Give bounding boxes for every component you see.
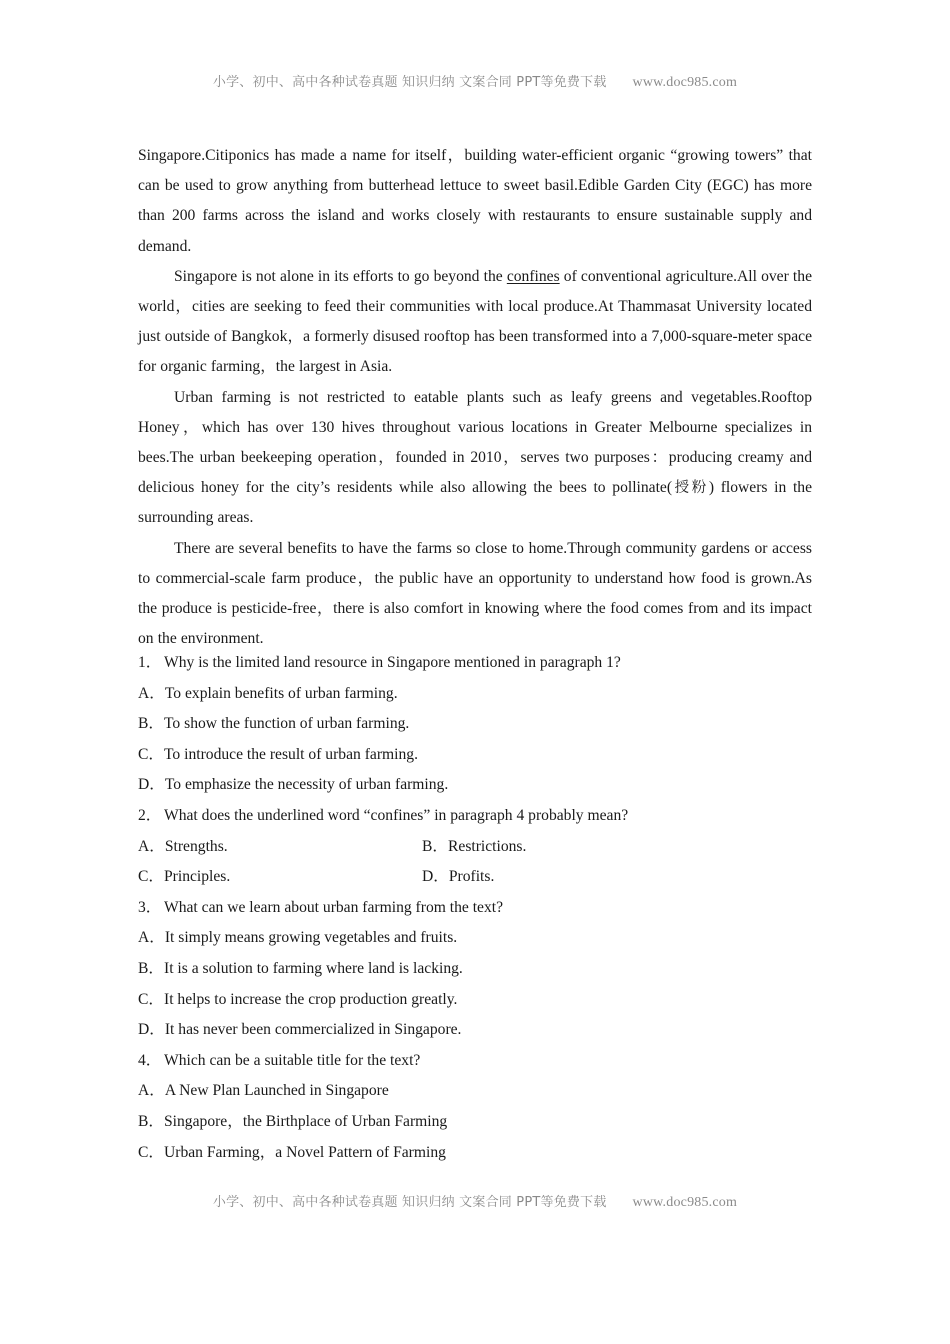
option-d-wrapper[interactable] [138,1015,461,1046]
option-d-text: To emphasize the necessity of urban farming. [164,776,449,794]
option-b-text: It is a solution to farming where land is lacking. [164,959,463,977]
passage-paragraph-2 [138,262,812,383]
option-b-text: To show the function of urban farming. [164,715,410,733]
option-c-label: C． [138,868,164,886]
question-4-option-a[interactable] [138,1076,818,1107]
underlined-word-confines: confines [506,267,560,285]
question-3-option-b[interactable] [138,954,818,985]
option-a-text: To explain benefits of urban farming. [164,684,398,702]
option-c-text: Principles. [164,868,231,886]
option-a-label: A． [138,929,165,947]
option-b-wrapper[interactable] [138,1107,447,1138]
option-d-label: D． [138,1021,165,1039]
option-a-text: Strengths. [164,837,228,855]
passage-paragraph-3 [138,383,812,534]
option-a-wrapper[interactable] [138,679,398,710]
question-2-option-c[interactable] [138,862,230,893]
option-c-wrapper[interactable] [138,1138,446,1169]
option-a-label: A． [138,684,165,702]
question-1-option-a[interactable] [138,679,818,710]
question-1-option-c[interactable] [138,740,818,771]
question-2-options-row-1 [138,832,818,863]
paragraph-2-post-text: of conventional agriculture.All over the world，cities are seeking to feed their communities with local produce.At Thammasat University located just outside of Bangkok，a formerly disused rooftop has been transformed into a 7,000-square-meter space for organic farming，the largest in Asia. [138,267,812,376]
question-4-number: 4． [138,1051,162,1069]
question-1-number: 1． [138,654,162,671]
question-3-stem [138,893,818,924]
passage-paragraph-1: Singapore.Citiponics has made a name for itself，building water-efficient organic “growing towers” that can be used to grow anything from butterhead lettuce to sweet basil.Edible Garden City (EGC) has more than 200 farms across the island and works closely with restaurants to ensure sustainable supply and demand. [138,147,812,255]
option-b-wrapper[interactable] [138,709,409,740]
option-b-label: B． [138,715,164,733]
option-d-text: It has never been commercialized in Singapore. [164,1021,462,1039]
option-c-text: To introduce the result of urban farming. [164,745,418,763]
option-a-wrapper[interactable] [138,1076,389,1107]
question-4-option-c[interactable] [138,1138,818,1169]
option-c-label: C． [138,1143,164,1161]
footer-watermark [0,1191,950,1211]
option-c-label: C． [138,745,164,763]
option-d-text: Profits. [448,868,495,886]
option-c-wrapper[interactable] [138,985,457,1016]
question-1-stem-text: Why is the limited land resource in Singapore mentioned in paragraph 1? [164,654,621,671]
option-c-wrapper[interactable] [138,740,418,771]
question-2-number: 2． [138,806,162,824]
option-a-wrapper[interactable] [138,923,457,954]
question-2-stem [138,801,818,832]
option-a-label: A． [138,837,165,855]
question-3-option-c[interactable] [138,985,818,1016]
question-1-option-b[interactable] [138,709,818,740]
question-1-option-d[interactable] [138,770,818,801]
header-watermark-cn-text: 小学、初中、高中各种试卷真题 知识归纳 文案合同 PPT等免费下载 [212,75,607,90]
option-b-text: Singapore，the Birthplace of Urban Farming [164,1112,448,1130]
question-3-number: 3． [138,898,162,916]
question-3-stem-text: What can we learn about urban farming from the text? [164,898,504,916]
footer-watermark-url: www.doc985.com [632,1195,738,1210]
question-2-option-d[interactable] [422,862,494,893]
option-d-label: D． [422,868,449,886]
option-b-label: B． [422,837,448,855]
paragraph-3-post-text: ) flowers in the surrounding areas. [138,479,813,527]
option-a-text: It simply means growing vegetables and fruits. [164,929,458,947]
option-c-label: C． [138,990,164,1008]
option-b-wrapper[interactable] [138,954,463,985]
question-3-option-d[interactable] [138,1015,818,1046]
option-b-label: B． [138,959,164,977]
option-c-text: It helps to increase the crop production greatly. [164,990,458,1008]
option-d-wrapper[interactable] [138,770,448,801]
question-4-stem [138,1046,818,1077]
paragraph-3-pre-text: Urban farming is not restricted to eatable plants such as leafy greens and vegetables.Rooftop Honey，which has over 130 hives throughout various locations in Greater Melbourne specializes in bees.The urban beekeeping operation，founded in 2010，serves two purposes：producing creamy and delicious honey for the city’s residents while also allowing the bees to pollinate( [138,388,812,497]
chinese-gloss-pollinate: 授粉 [672,480,709,497]
question-1-stem [138,648,818,679]
passage-paragraph-4: There are several benefits to have the farms so close to home.Through community gardens or access to commercial-scale farm produce，the public have an opportunity to understand how food is grown.As the produce is pesticide-free，there is also comfort in knowing where the food comes from and its impact on the environment. [138,539,812,648]
question-list [138,648,818,1168]
paragraph-2-pre-text: Singapore is not alone in its efforts to go beyond the [174,267,507,285]
question-2-option-b[interactable] [422,832,526,863]
question-4-option-b[interactable] [138,1107,818,1138]
header-watermark [0,71,950,91]
option-a-text: A New Plan Launched in Singapore [164,1082,389,1100]
question-2-option-a[interactable] [138,832,228,863]
option-b-label: B． [138,1112,164,1130]
option-c-text: Urban Farming，a Novel Pattern of Farming [164,1143,446,1161]
option-b-text: Restrictions. [448,837,527,855]
passage-body [138,141,812,654]
option-a-label: A． [138,1082,165,1100]
question-4-stem-text: Which can be a suitable title for the text? [164,1051,421,1069]
option-d-label: D． [138,776,165,794]
question-3-option-a[interactable] [138,923,818,954]
question-2-stem-text: What does the underlined word “confines” in paragraph 4 probably mean? [164,806,629,824]
question-2-options-row-2 [138,862,818,893]
footer-watermark-cn-text: 小学、初中、高中各种试卷真题 知识归纳 文案合同 PPT等免费下载 [212,1195,607,1210]
header-watermark-url: www.doc985.com [632,75,738,90]
